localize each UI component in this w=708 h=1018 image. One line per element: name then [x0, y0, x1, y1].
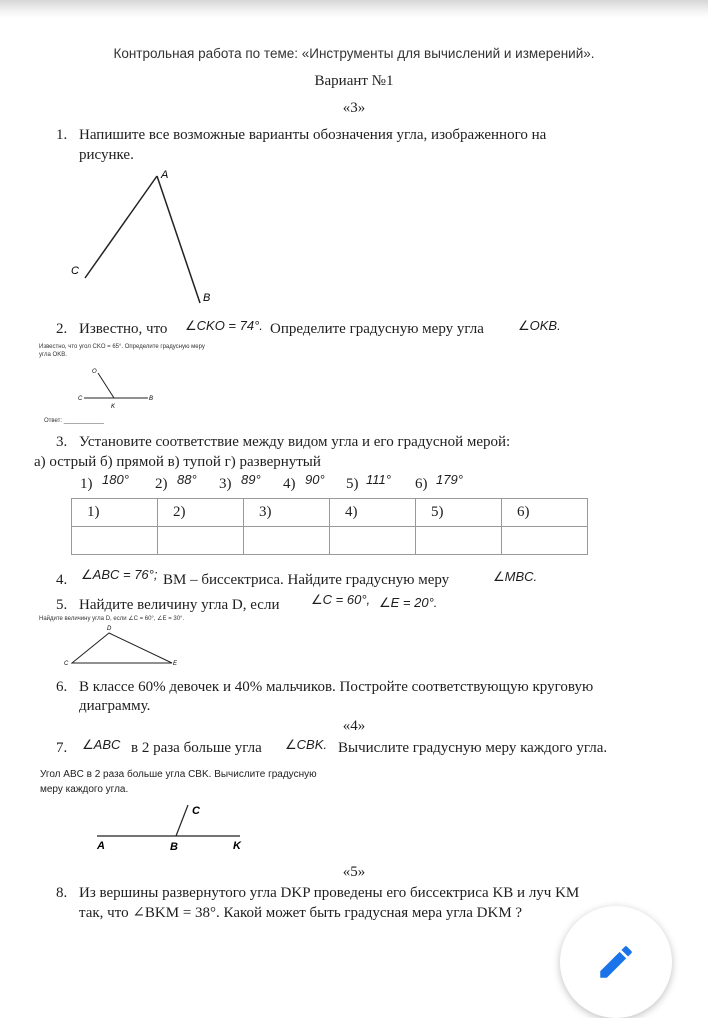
answer-cell[interactable]	[502, 527, 588, 555]
q4-expr2: ∠MBC.	[493, 569, 538, 584]
answer-cell[interactable]	[72, 527, 158, 555]
q3-line1: Установите соответствие между видом угла и его градусной мерой:	[79, 434, 511, 450]
table-row	[72, 527, 588, 555]
q5-label-d: D	[107, 626, 112, 632]
q3-answer-table	[71, 498, 588, 555]
q3-option-value-1: 180°	[102, 472, 129, 487]
q3-option-value-5: 111°	[366, 472, 391, 487]
q8-line1: Из вершины развернутого угла DKP проведены его биссектриса KB и луч KM	[79, 885, 580, 901]
q5-label-e: E	[173, 661, 178, 667]
table-header-cell: 3)	[244, 499, 330, 527]
q7-label-k: K	[233, 840, 241, 852]
q1-label-c: C	[71, 265, 79, 277]
q5-triangle-cde	[72, 633, 172, 663]
q1-label-b: B	[203, 292, 211, 304]
q3-line2: а) острый б) прямой в) тупой г) развернутый	[34, 454, 321, 470]
q5-label-c: C	[64, 661, 69, 667]
q7-ray-bc	[176, 805, 188, 836]
q7-expr1: ∠ABC	[82, 737, 121, 752]
grade-4-label: «4»	[342, 718, 366, 734]
answer-cell[interactable]	[416, 527, 502, 555]
q3-option-label-3: 3)	[219, 476, 232, 492]
q5-triangle-figure	[60, 622, 190, 672]
q1-label-a: A	[161, 169, 169, 181]
q1-ray-ab	[157, 176, 200, 303]
q7-label-c: C	[192, 805, 200, 817]
q7-scan-line1: Угол ABC в 2 раза больше угла CBK. Вычислите градусную	[40, 769, 317, 780]
q3-number: 3.	[56, 434, 68, 450]
edit-fab-button[interactable]	[560, 906, 672, 1018]
q6-number: 6.	[56, 679, 68, 695]
q1-line1: Напишите все возможные варианты обозначения угла, изображенного на	[79, 127, 547, 143]
q7-text2: Вычислите градусную меру каждого угла.	[338, 740, 608, 756]
q3-option-value-4: 90°	[305, 472, 325, 487]
q7-angle-figure	[90, 798, 250, 854]
q3-option-label-1: 1)	[80, 476, 93, 492]
q3-option-label-2: 2)	[155, 476, 168, 492]
q2-text1: Известно, что	[79, 321, 168, 337]
q5-number: 5.	[56, 597, 68, 613]
q2-number: 2.	[56, 321, 68, 337]
q2-label-c: C	[78, 396, 83, 402]
q2-scan-answer: Ответ: ____________	[44, 418, 104, 424]
page-title: Контрольная работа по теме: «Инструменты для вычислений и измерений».	[113, 46, 595, 61]
q8-number: 8.	[56, 885, 68, 901]
q3-option-value-6: 179°	[436, 472, 463, 487]
q2-scan-line1: Известно, что угол CKO = 65°. Определите градусную меру	[39, 344, 205, 350]
q4-number: 4.	[56, 572, 68, 588]
q2-expr1: ∠CKO = 74°.	[185, 318, 263, 333]
table-row	[72, 499, 588, 527]
q7-text1: в 2 раза больше угла	[131, 740, 262, 756]
q2-label-b: B	[149, 396, 154, 402]
q6-line1: В классе 60% девочек и 40% мальчиков. Постройте соответствующую круговую	[79, 679, 594, 695]
answer-cell[interactable]	[330, 527, 416, 555]
answer-cell[interactable]	[158, 527, 244, 555]
q3-option-label-6: 6)	[415, 476, 428, 492]
q2-angle-figure	[70, 362, 170, 412]
q5-expr1: ∠C = 60°,	[311, 592, 371, 607]
q2-expr2: ∠OKB.	[518, 318, 561, 333]
table-header-cell: 1)	[72, 499, 158, 527]
q1-ray-ac	[85, 176, 157, 278]
grade-3-label: «3»	[342, 100, 366, 116]
table-header-cell: 2)	[158, 499, 244, 527]
q2-ray-ko	[98, 373, 114, 398]
table-header-cell: 5)	[416, 499, 502, 527]
pencil-icon	[595, 941, 637, 983]
table-header-cell: 6)	[502, 499, 588, 527]
q4-text: ВМ – биссектриса. Найдите градусную меру	[163, 572, 450, 588]
q1-line2: рисунке.	[79, 147, 134, 163]
table-header-cell: 4)	[330, 499, 416, 527]
q6-line2: диаграмму.	[79, 698, 151, 714]
q1-angle-figure	[60, 160, 230, 310]
top-shadow-bar	[0, 0, 708, 18]
q4-expr1: ∠ABC = 76°;	[81, 567, 158, 582]
answer-cell[interactable]	[244, 527, 330, 555]
q2-label-o: O	[92, 369, 97, 375]
q1-number: 1.	[56, 127, 68, 143]
q7-label-b: B	[170, 841, 178, 853]
q5-expr2: ∠E = 20°.	[379, 595, 438, 610]
q2-label-k: K	[111, 404, 116, 410]
variant-label: Вариант №1	[314, 73, 394, 89]
q5-text: Найдите величину угла D, если	[79, 597, 280, 613]
q2-scan-line2: угла OKB.	[39, 352, 67, 358]
q7-number: 7.	[56, 740, 68, 756]
q3-option-value-2: 88°	[177, 472, 197, 487]
q7-label-a: A	[97, 840, 105, 852]
q7-expr2: ∠CBK.	[285, 737, 327, 752]
q8-line2: так, что ∠BKM = 38°. Какой может быть градусная мера угла DKM ?	[79, 905, 523, 921]
q3-option-value-3: 89°	[241, 472, 261, 487]
q3-option-label-5: 5)	[346, 476, 359, 492]
q5-scan-line: Найдите величину угла D, если ∠C = 60°, ∠E = 30°.	[39, 616, 185, 622]
pencil-icon-path	[600, 946, 632, 978]
q2-text2: Определите градусную меру угла	[270, 321, 484, 337]
q7-scan-line2: меру каждого угла.	[40, 784, 129, 795]
q3-option-label-4: 4)	[283, 476, 296, 492]
grade-5-label: «5»	[342, 864, 366, 880]
